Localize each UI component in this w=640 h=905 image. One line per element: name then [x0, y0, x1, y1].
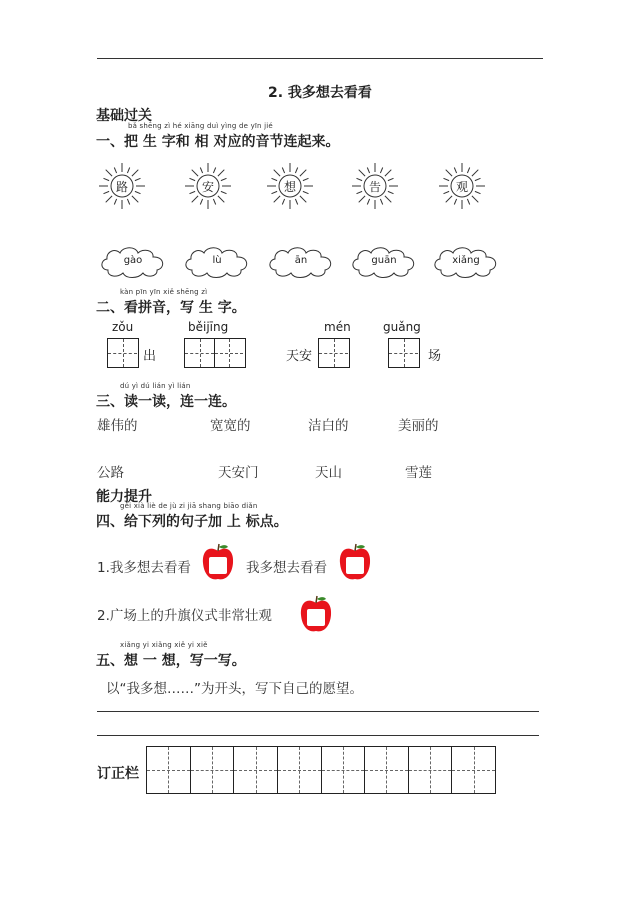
sun-char[interactable]: 路: [115, 180, 128, 194]
q4-sentence-2: 2.广场上的升旗仪式非常壮观: [97, 608, 272, 624]
section-ability: 能力提升: [96, 489, 152, 505]
sun-char[interactable]: 告: [368, 180, 381, 194]
q2-py-3: mén: [324, 320, 351, 334]
q3-bottom-1: 公路: [97, 465, 124, 481]
page-title: 2. 我多想去看看: [268, 85, 372, 101]
q4-pinyin: gěi xià liè de jù zi jiā shang biāo diǎn: [120, 502, 258, 510]
sun-char[interactable]: 想: [283, 180, 296, 194]
apple-icon: [338, 543, 372, 583]
answer-line-2[interactable]: [97, 735, 539, 736]
q2-py-2: běijīng: [188, 320, 229, 334]
q3-top-3: 洁白的: [308, 418, 349, 434]
q5-heading: 五、想 一 想，写一写。: [96, 653, 246, 669]
cloud-pinyin[interactable]: gào: [123, 255, 143, 266]
q5-pinyin: xiǎng yi xiǎng xiě yi xiě: [120, 641, 208, 649]
cloud-pinyin[interactable]: ān: [294, 255, 308, 266]
q4-heading: 四、给下列的句子加 上 标点。: [96, 514, 288, 530]
q3-bottom-2: 天安门: [218, 465, 259, 481]
answer-line-1[interactable]: [97, 711, 539, 712]
cloud-pinyin[interactable]: xiǎng: [452, 255, 480, 266]
writing-box-3[interactable]: [318, 338, 350, 368]
writing-box-4[interactable]: [388, 338, 420, 368]
q3-bottom-4: 雪莲: [405, 465, 432, 481]
correction-grid[interactable]: [146, 746, 496, 794]
q2-after-4: 场: [428, 349, 442, 364]
sun-char[interactable]: 观: [455, 180, 468, 194]
apple-icon: [201, 543, 235, 583]
q2-after-1: 出: [143, 349, 157, 364]
q3-pinyin: dú yì dú lián yì lián: [120, 382, 191, 390]
q2-heading: 二、看拼音，写 生 字。: [96, 300, 246, 316]
q3-bottom-3: 天山: [315, 465, 342, 481]
q5-prompt: 以“我多想……”为开头，写下自己的愿望。: [106, 681, 363, 697]
q2-before-3: 天安: [286, 349, 313, 364]
correction-label: 订正栏: [97, 766, 139, 782]
writing-box-2[interactable]: [184, 338, 246, 368]
q3-top-4: 美丽的: [398, 418, 439, 434]
writing-box-1[interactable]: [107, 338, 139, 368]
cloud-pinyin[interactable]: lù: [212, 255, 222, 266]
q4-sentence-1a: 1.我多想去看看: [97, 560, 191, 576]
q3-top-2: 宽宽的: [210, 418, 251, 434]
section-basic: 基础过关: [96, 108, 152, 124]
cloud-pinyin[interactable]: guān: [371, 255, 397, 266]
q2-py-1: zǒu: [112, 320, 134, 334]
q3-top-1: 雄伟的: [97, 418, 138, 434]
sun-char[interactable]: 安: [201, 180, 214, 194]
q1-heading: 一、把 生 字和 相 对应的音节连起来。: [96, 134, 340, 150]
apple-icon: [299, 595, 333, 635]
q1-pinyin: bǎ shēng zì hé xiāng duì yìng de yīn jié: [128, 122, 273, 130]
q2-pinyin: kàn pīn yīn xiě shēng zì: [120, 288, 208, 296]
top-rule: [97, 58, 543, 59]
q3-heading: 三、读一读，连一连。: [96, 394, 236, 410]
q4-sentence-1b: 我多想去看看: [246, 560, 327, 576]
q2-py-4: guǎng: [383, 320, 421, 334]
